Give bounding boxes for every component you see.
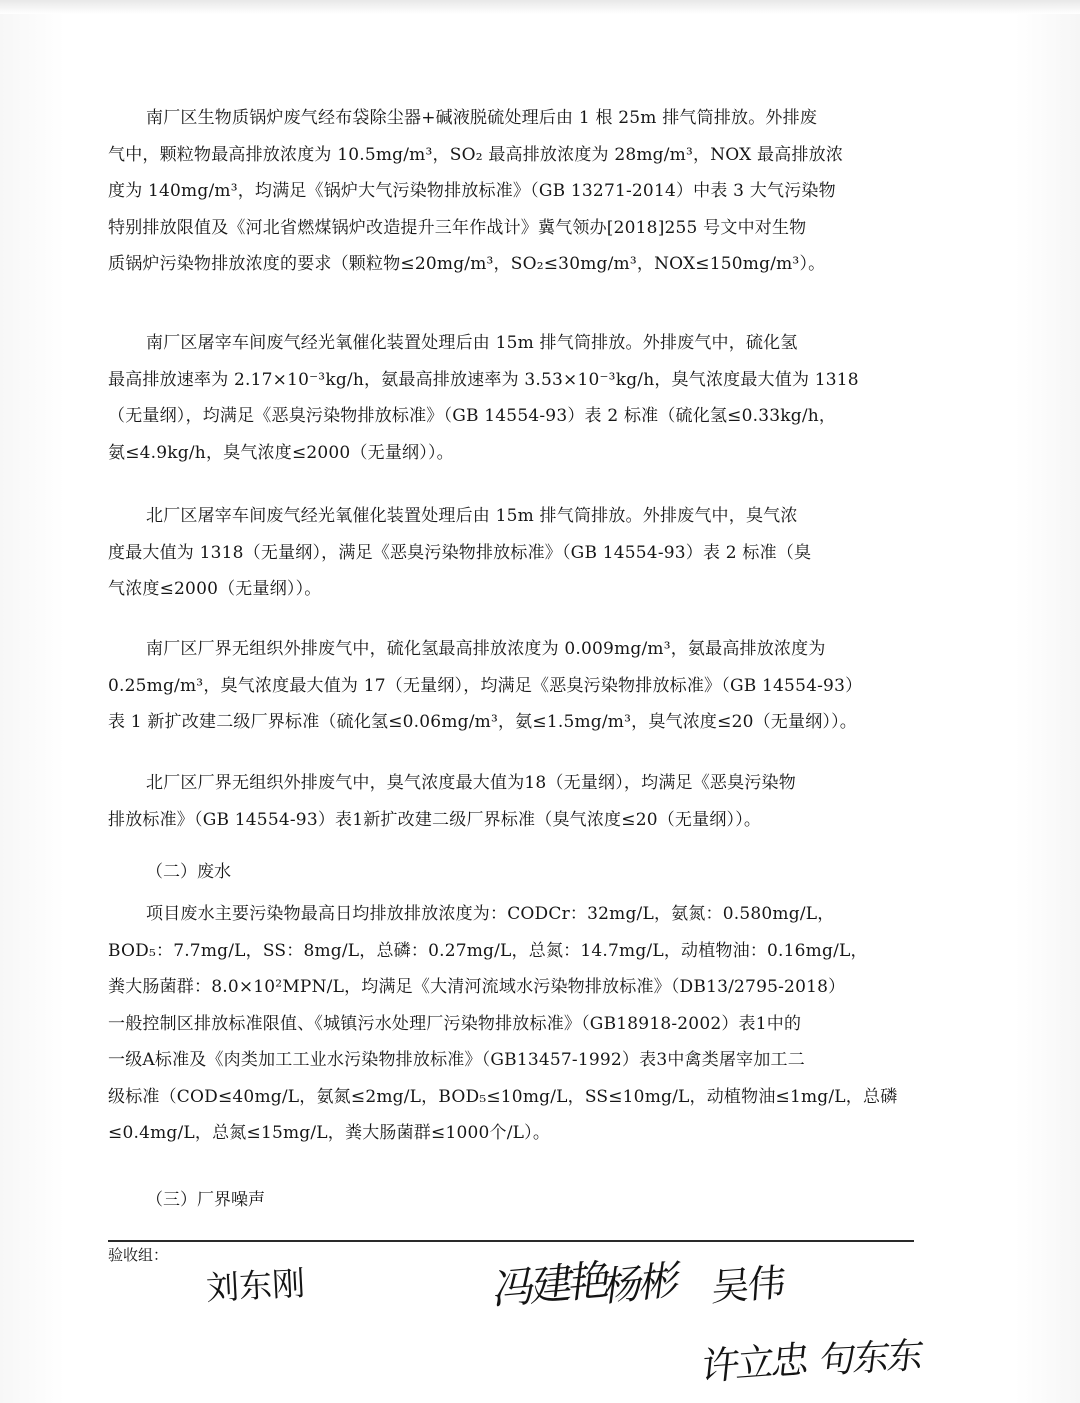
- paragraph-south-slaughter-exhaust: [108, 325, 914, 471]
- scan-top-shadow: [0, 0, 1080, 14]
- signature: 吴伟: [710, 1260, 786, 1310]
- text-line: 氨≤4.9kg/h，臭气浓度≤2000（无量纲））。: [108, 442, 454, 463]
- acceptance-group-label: 验收组：: [108, 1246, 169, 1264]
- text-line: 气浓度≤2000（无量纲））。: [108, 579, 322, 599]
- text-line: 度最大值为 1318（无量纲），满足《恶臭污染物排放标准》（GB 14554-93）表 2 标准（臭: [108, 542, 812, 563]
- paragraph-north-boundary-exhaust: [108, 765, 914, 838]
- text-line: 质锅炉污染物排放浓度的要求（颗粒物≤20mg/m³，SO₂≤30mg/m³，NOX≤150mg/m³）。: [108, 254, 826, 274]
- signature: 杨彬: [600, 1256, 681, 1312]
- text-line: ≤0.4mg/L，总氮≤15mg/L，粪大肠菌群≤1000个/L）。: [108, 1123, 551, 1143]
- text-line: 一般控制区排放标准限值、《城镇污水处理厂污染物排放标准》（GB18918-2002）表1中的: [108, 1013, 802, 1034]
- text-line: 度为 140mg/m³，均满足《锅炉大气污染物排放标准》（GB 13271-2014）中表 3 大气污染物: [108, 181, 836, 201]
- signature: 句东东: [817, 1335, 925, 1382]
- text-line: 北厂区屠宰车间废气经光氧催化装置处理后由 15m 排气筒排放。外排废气中，臭气浓: [146, 506, 798, 526]
- footer-divider: [108, 1240, 914, 1242]
- paragraph-north-slaughter-exhaust: [108, 498, 914, 608]
- text-line: 0.25mg/m³，臭气浓度最大值为 17（无量纲），均满足《恶臭污染物排放标准》（GB 14554-93）: [108, 675, 863, 696]
- text-line: 南厂区生物质锅炉废气经布袋除尘器+碱液脱硫处理后由 1 根 25m 排气筒排放。外排废: [146, 108, 818, 128]
- paragraph-south-boiler-exhaust: [108, 100, 914, 283]
- text-line: 南厂区屠宰车间废气经光氧催化装置处理后由 15m 排气筒排放。外排废气中，硫化氢: [146, 333, 798, 353]
- text-line: 表 1 新扩改建二级厂界标准（硫化氢≤0.06mg/m³，氨≤1.5mg/m³，臭气浓度≤20（无量纲））。: [108, 712, 858, 732]
- signature: 许立忠: [699, 1337, 809, 1389]
- text-line: 一级A标准及《肉类加工工业水污染物排放标准》（GB13457-1992）表3中禽类屠宰加工二: [108, 1050, 805, 1070]
- text-line: 特别排放限值及《河北省燃煤锅炉改造提升三年作战计》冀气领办[2018]255 号文中对生物: [108, 217, 807, 238]
- text-line: 最高排放速率为 2.17×10⁻³kg/h，氨最高排放速率为 3.53×10⁻³kg/h，臭气浓度最大值为 1318: [108, 369, 859, 390]
- signature: 刘东刚: [205, 1263, 307, 1308]
- text-line: 气中，颗粒物最高排放浓度为 10.5mg/m³，SO₂ 最高排放浓度为 28mg/m³，NOX 最高排放浓: [108, 144, 844, 165]
- section-heading-noise: （三）厂界噪声: [146, 1190, 265, 1210]
- text-line: 排放标准》（GB 14554-93）表1新扩改建二级厂界标准（臭气浓度≤20（无量纲））。: [108, 809, 762, 830]
- text-line: 项目废水主要污染物最高日均排放排放浓度为：CODCr：32mg/L，氨氮：0.580mg/L，: [146, 904, 835, 924]
- text-line: （无量纲），均满足《恶臭污染物排放标准》（GB 14554-93）表 2 标准（硫化氢≤0.33kg/h，: [108, 406, 837, 426]
- signature: 冯建艳: [490, 1254, 611, 1315]
- paragraph-south-boundary-exhaust: [108, 631, 914, 741]
- text-line: BOD₅：7.7mg/L，SS：8mg/L，总磷：0.27mg/L，总氮：14.7mg/L，动植物油：0.16mg/L，: [108, 940, 868, 961]
- section-heading-wastewater: （二）废水: [146, 862, 231, 882]
- text-line: 北厂区厂界无组织外排废气中，臭气浓度最大值为18（无量纲），均满足《恶臭污染物: [146, 773, 796, 793]
- paragraph-wastewater: [108, 896, 914, 1152]
- text-line: 级标准（COD≤40mg/L，氨氮≤2mg/L，BOD₅≤10mg/L，SS≤10mg/L，动植物油≤1mg/L，总磷: [108, 1086, 898, 1107]
- text-line: 粪大肠菌群：8.0×10²MPN/L，均满足《大清河流域水污染物排放标准》（DB13/2795-2018）: [108, 977, 846, 997]
- text-line: 南厂区厂界无组织外排废气中，硫化氢最高排放浓度为 0.009mg/m³，氨最高排放浓度为: [146, 639, 826, 659]
